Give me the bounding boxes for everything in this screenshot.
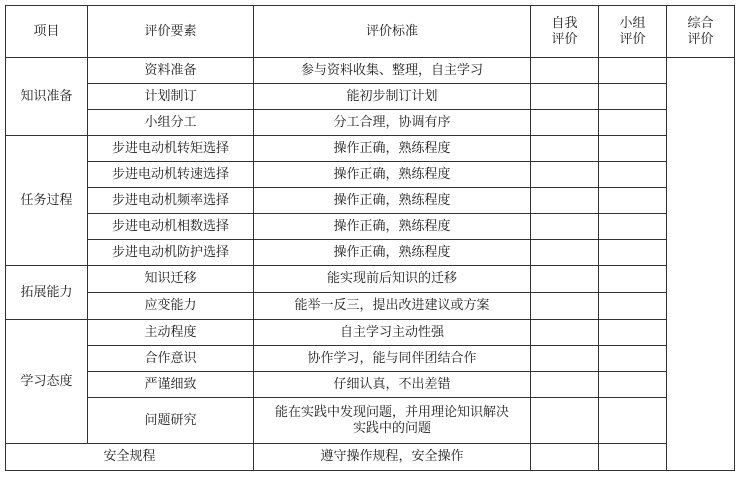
element-cell: 步进电动机转速选择 (88, 162, 254, 188)
table-row (6, 110, 735, 136)
evaluation-table (5, 5, 735, 471)
table-row (6, 372, 735, 398)
group-eval-cell[interactable] (599, 372, 667, 398)
table-row (6, 293, 735, 320)
self-eval-cell[interactable] (531, 266, 599, 293)
self-eval-cell[interactable] (531, 84, 599, 110)
element-cell: 步进电动机转矩选择 (88, 136, 254, 162)
standard-cell: 仔细认真，不出差错 (254, 372, 531, 398)
self-eval-cell[interactable] (531, 58, 599, 84)
element-cell: 资料准备 (88, 58, 254, 84)
group-eval-cell[interactable] (599, 293, 667, 320)
group-eval-cell[interactable] (599, 58, 667, 84)
table-row (6, 136, 735, 162)
standard-cell: 操作正确，熟练程度 (254, 188, 531, 214)
self-eval-cell[interactable] (531, 346, 599, 372)
group-extended-ability: 拓展能力 (6, 266, 88, 320)
self-eval-cell[interactable] (531, 293, 599, 320)
table-row (6, 214, 735, 240)
group-eval-cell[interactable] (599, 320, 667, 346)
element-cell: 应变能力 (88, 293, 254, 320)
table-row (6, 58, 735, 84)
header-overall-evaluation: 综合 评价 (667, 6, 735, 58)
standard-cell: 能举一反三，提出改进建议或方案 (254, 293, 531, 320)
element-cell: 合作意识 (88, 346, 254, 372)
group-eval-cell[interactable] (599, 346, 667, 372)
table-row (6, 346, 735, 372)
group-eval-cell[interactable] (599, 188, 667, 214)
header-row (6, 6, 735, 58)
standard-cell: 操作正确，熟练程度 (254, 214, 531, 240)
table-row (6, 84, 735, 110)
table-row (6, 398, 735, 444)
group-eval-cell[interactable] (599, 136, 667, 162)
table-row (6, 444, 735, 471)
self-eval-cell[interactable] (531, 320, 599, 346)
group-knowledge-prep: 知识准备 (6, 58, 88, 136)
standard-cell: 协作学习，能与同伴团结合作 (254, 346, 531, 372)
table-row (6, 188, 735, 214)
self-eval-cell[interactable] (531, 240, 599, 266)
standard-cell: 分工合理，协调有序 (254, 110, 531, 136)
header-self-evaluation: 自我 评价 (531, 6, 599, 58)
safety-label: 安全规程 (6, 444, 254, 471)
element-cell: 步进电动机防护选择 (88, 240, 254, 266)
standard-cell: 操作正确，熟练程度 (254, 240, 531, 266)
overall-eval-cell[interactable] (667, 58, 735, 471)
element-cell: 小组分工 (88, 110, 254, 136)
standard-cell: 能初步制订计划 (254, 84, 531, 110)
element-cell: 问题研究 (88, 398, 254, 444)
standard-cell: 操作正确，熟练程度 (254, 136, 531, 162)
element-cell: 主动程度 (88, 320, 254, 346)
self-eval-cell[interactable] (531, 372, 599, 398)
element-cell: 步进电动机频率选择 (88, 188, 254, 214)
table-row (6, 266, 735, 293)
header-standard: 评价标准 (254, 6, 531, 58)
group-eval-cell[interactable] (599, 240, 667, 266)
table-row (6, 162, 735, 188)
table-row (6, 240, 735, 266)
standard-cell: 自主学习主动性强 (254, 320, 531, 346)
header-group-evaluation: 小组 评价 (599, 6, 667, 58)
self-eval-cell[interactable] (531, 188, 599, 214)
self-eval-cell[interactable] (531, 162, 599, 188)
self-eval-cell[interactable] (531, 444, 599, 471)
standard-cell: 参与资料收集、整理，自主学习 (254, 58, 531, 84)
group-eval-cell[interactable] (599, 214, 667, 240)
group-eval-cell[interactable] (599, 266, 667, 293)
element-cell: 知识迁移 (88, 266, 254, 293)
self-eval-cell[interactable] (531, 398, 599, 444)
group-eval-cell[interactable] (599, 444, 667, 471)
group-eval-cell[interactable] (599, 162, 667, 188)
element-cell: 严谨细致 (88, 372, 254, 398)
group-eval-cell[interactable] (599, 398, 667, 444)
standard-cell: 能实现前后知识的迁移 (254, 266, 531, 293)
self-eval-cell[interactable] (531, 214, 599, 240)
standard-cell: 能在实践中发现问题，并用理论知识解决 实践中的问题 (254, 398, 531, 444)
self-eval-cell[interactable] (531, 136, 599, 162)
element-cell: 计划制订 (88, 84, 254, 110)
self-eval-cell[interactable] (531, 110, 599, 136)
header-element: 评价要素 (88, 6, 254, 58)
group-eval-cell[interactable] (599, 84, 667, 110)
table-row (6, 320, 735, 346)
header-item: 项目 (6, 6, 88, 58)
element-cell: 步进电动机相数选择 (88, 214, 254, 240)
standard-cell: 操作正确，熟练程度 (254, 162, 531, 188)
group-eval-cell[interactable] (599, 110, 667, 136)
standard-cell: 遵守操作规程，安全操作 (254, 444, 531, 471)
group-learning-attitude: 学习态度 (6, 320, 88, 444)
group-task-process: 任务过程 (6, 136, 88, 266)
